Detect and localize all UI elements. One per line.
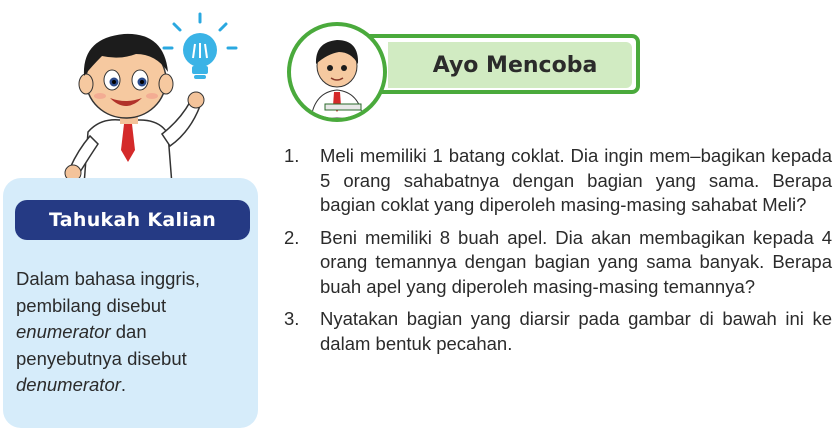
info-card <box>3 178 258 428</box>
question-number: 1. <box>284 145 300 166</box>
info-text-part3: . <box>120 374 127 395</box>
question-list <box>284 144 832 356</box>
info-text-term-enumerator: enumerator <box>16 321 111 342</box>
question-text: Beni memiliki 8 buah apel. Dia akan membagikan kepada 4 orang temannya dengan bagian yang sama banyak. Berapa buah apel yang diperoleh masing-masing temannya? <box>320 226 832 297</box>
question-number: 3. <box>284 308 300 329</box>
question-text: Meli memiliki 1 batang coklat. Dia ingin mem–bagikan kepada 5 orang sahabatnya dengan bagian yang sama. Berapa bagian coklat yang diperoleh masing-masing sahabat Meli? <box>320 145 832 215</box>
info-text-part1: Dalam bahasa inggris, pembilang disebut <box>16 268 201 316</box>
question-item <box>284 226 832 300</box>
question-text: Nyatakan bagian yang diarsir pada gambar di bawah ini ke dalam bentuk pecahan. <box>320 308 832 354</box>
question-item <box>284 307 832 356</box>
question-number: 2. <box>284 226 300 248</box>
info-card-text <box>16 266 256 399</box>
question-item <box>284 144 832 218</box>
student-badge <box>287 22 387 122</box>
lightbulb-icon <box>160 10 240 90</box>
section-title: Ayo Mencoba <box>432 52 598 78</box>
student-writing-icon <box>291 26 383 118</box>
info-card-title: Tahukah Kalian <box>15 200 250 240</box>
info-text-part2: dan penyebutnya disebut <box>16 321 187 369</box>
info-text-term-denumerator: denumerator <box>16 374 121 395</box>
